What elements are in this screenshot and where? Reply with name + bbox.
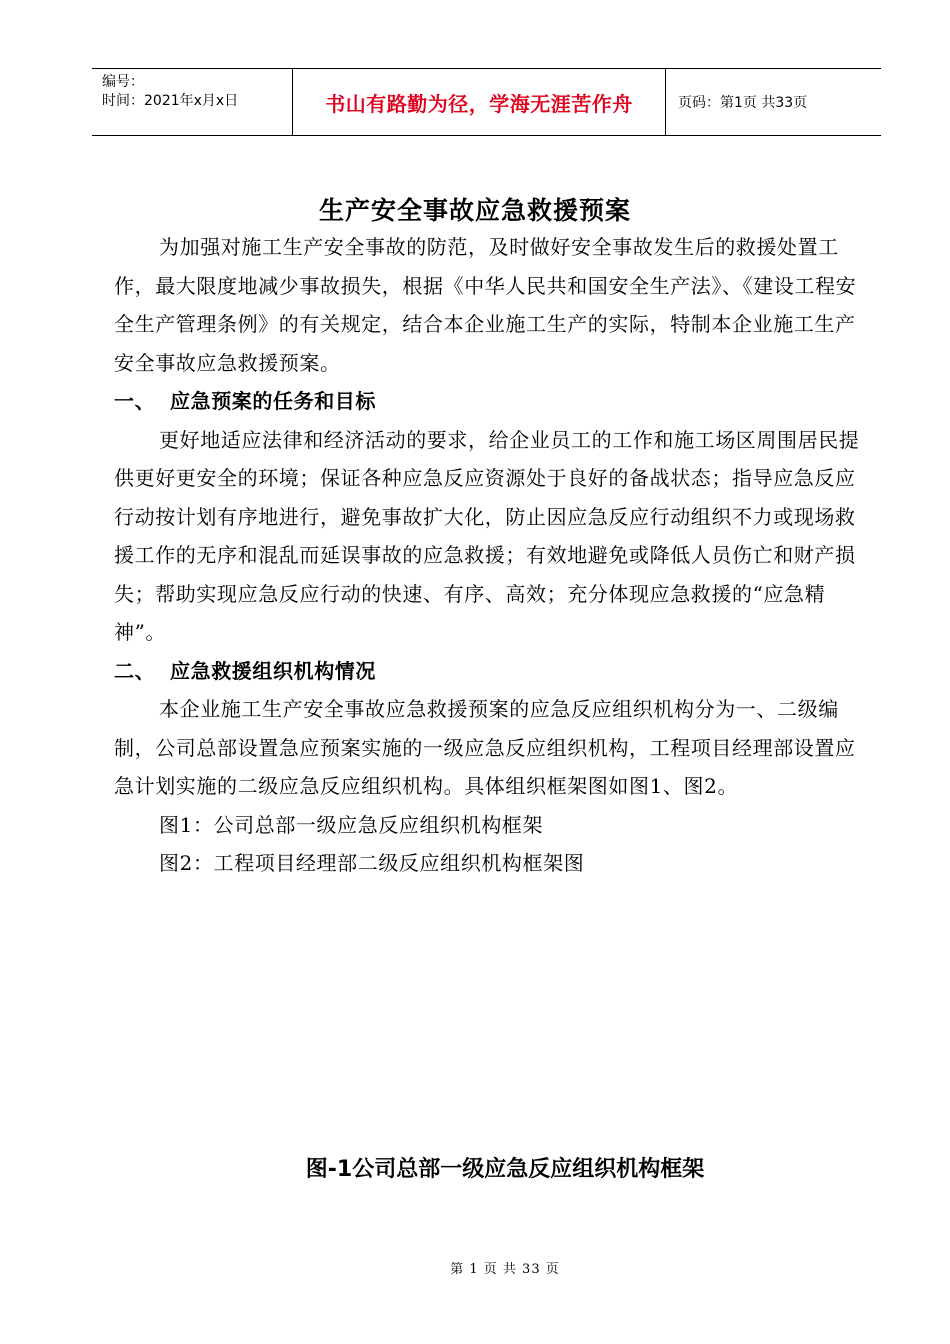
section-heading-2: [114, 652, 874, 691]
section-paragraph-1: 更好地适应法律和经济活动的要求，给企业员工的工作和施工场区周围居民提供更好更安全的环境；保证各种应急反应资源处于良好的备战状态；指导应急反应行动按计划有序地进行，避免事故扩大化，防止因应急反应行动组织不力或现场救援工作的无序和混乱而延误事故的应急救援；有效地避免或降低人员伤亡和财产损失；帮助实现应急反应行动的快速、有序、高效；充分体现应急救援的“应急精神”。: [114, 427, 860, 644]
section-number-2: 二、: [114, 658, 156, 683]
figure-title: 图-1公司总部一级应急反应组织机构框架: [305, 1157, 705, 1182]
section-paragraph-2: 本企业施工生产安全事故应急救援预案的应急反应组织机构分为一、二级编制，公司总部设置急应预案实施的一级应急反应组织机构，工程项目经理部设置应急计划实施的二级应急反应组织机构。具体组织框架图如图1、图2。: [114, 697, 856, 798]
section-title-2: 应急救援组织机构情况: [170, 658, 376, 683]
document-title: 生产安全事故应急救援预案: [318, 196, 631, 225]
section-heading-1: [114, 382, 874, 421]
page-header: [92, 68, 881, 136]
document-body: [114, 228, 874, 883]
intro-paragraph: 为加强对施工生产安全事故的防范，及时做好安全事故发生后的救援处置工作，最大限度地减少事故损失，根据《中华人民共和国安全生产法》、《建设工程安全生产管理条例》的有关规定，结合本企业施工生产的实际，特制本企业施工生产安全事故应急救援预案。: [114, 235, 857, 375]
page-footer: 第 1 页 共 33 页: [450, 1262, 560, 1277]
number-label: 编号：: [102, 74, 144, 90]
figure-list-item-1: 图1：公司总部一级应急反应组织机构框架: [159, 812, 544, 837]
figure-list-item-2: 图2：工程项目经理部二级反应组织机构框架图: [159, 851, 585, 875]
header-info-cell: [92, 69, 293, 135]
section-number-1: 一、: [114, 389, 156, 413]
header-motto-cell: [293, 69, 666, 135]
time-label: 时间：2021年x月x日: [102, 93, 239, 109]
page-info: 页码：第1页 共33页: [678, 95, 808, 111]
header-page-cell: [666, 69, 881, 135]
motto-text: 书山有路勤为径，学海无涯苦作舟: [325, 91, 633, 116]
section-title-1: 应急预案的任务和目标: [170, 389, 376, 413]
